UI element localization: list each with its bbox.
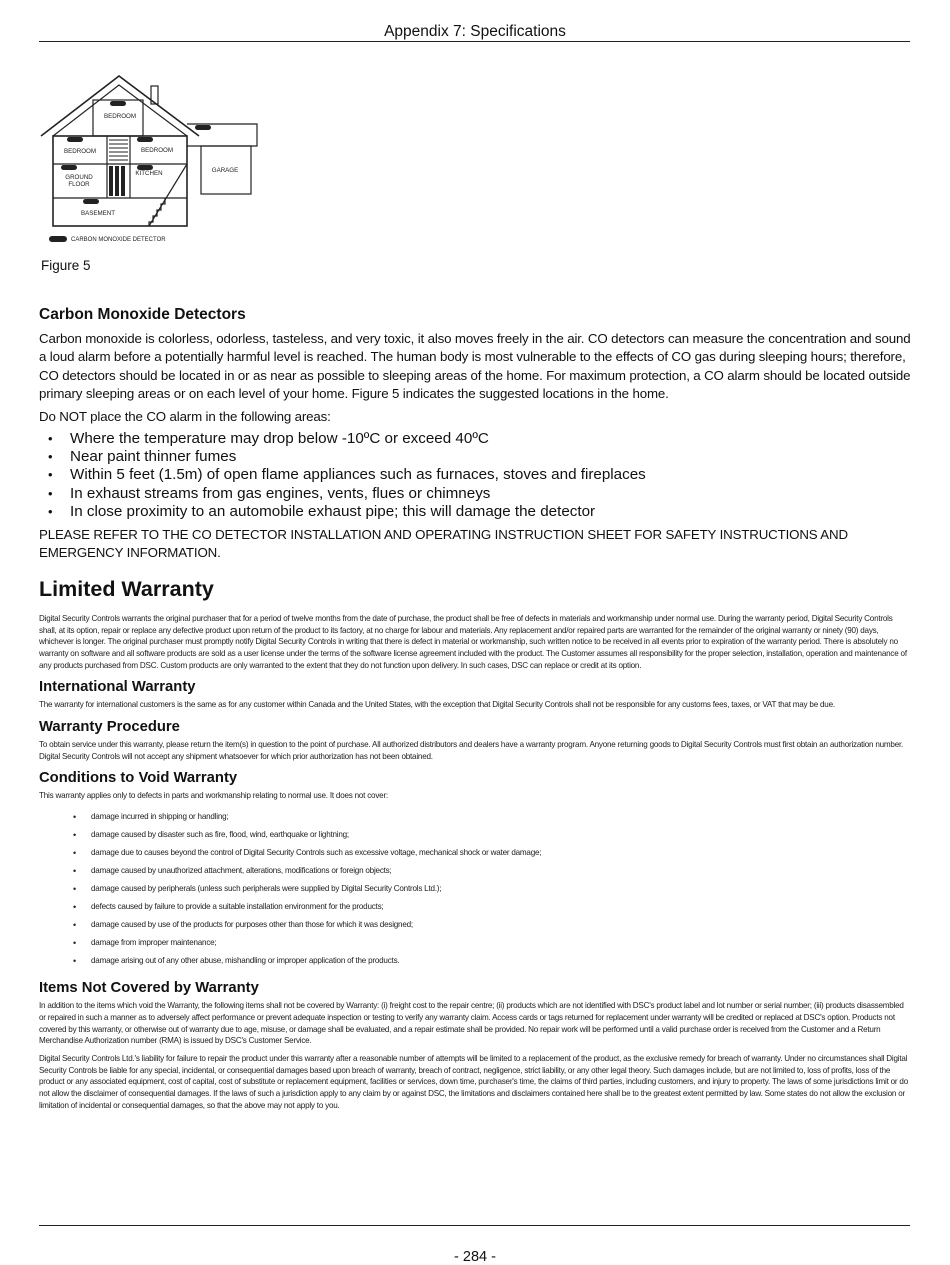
not-covered-text-1: In addition to the items which void the Warranty, the following items shall not be covered by Warranty: (i) freight cost to the repair centre; (ii) products which are not identified with DSC's product label and lot number or serial number; (iii) products disassembled or repaired in such a manner as to adversely affect performance or prevent adequate inspection or testing to verify any warranty claim. Access cards or tags returned for replacement under warranty will be credited or replaced at DSC's option. Products not covered by this warranty, or otherwise out of warranty due to age, misuse, or damage shall be evaluated, and a repair estimate shall be provided. No repair work will be performed until a valid purchase order is received from the Customer and a Return Merchandise Authorization number (RMA) is issued by DSC's Customer Service. — [39, 1001, 904, 1046]
co-detectors-paragraph: Carbon monoxide is colorless, odorless, tasteless, and very toxic, it also moves freely in the air. CO detectors can measure the concentration and sound a loud alarm before a potentially harmful level is reached. The human body is most vulnerable to the effects of CO gas during sleeping hours; therefore, CO detectors should be located in or as near as possible to sleeping areas of the home. For maximum protection, a CO alarm should be located outside primary sleeping areas or on each level of your home. Figure 5 indicates the suggested locations in the home. — [39, 331, 911, 402]
label-bedroom-top: BEDROOM — [104, 113, 136, 120]
international-warranty-text: The warranty for international customers is the same as for any customer within Canada and the United States, with the exception that Digital Security Controls shall not be responsible for any customs fees, taxes, or VAT that may be due. — [39, 700, 835, 710]
list-item: • Within 5 feet (1.5m) of open flame appliances such as furnaces, stoves and fireplaces — [70, 466, 911, 484]
warranty-procedure-text: To obtain service under this warranty, please return the item(s) in question to the point of purchase. All authorized distributors and dealers have a warranty program. Anyone returning goods to Digital Security Controls must first obtain an authorization number. Digital Security Controls will not accept any shipment whatsoever for which prior authorization has not been obtained. — [39, 740, 904, 761]
label-garage: GARAGE — [211, 167, 239, 174]
label-ground-floor-2: FLOOR — [68, 181, 90, 188]
warranty-procedure-heading: Warranty Procedure — [39, 719, 180, 736]
co-placement-intro: Do NOT place the CO alarm in the following areas: — [39, 408, 331, 424]
stairs-middle — [109, 166, 125, 196]
list-item: • damage due to causes beyond the control of Digital Security Controls such as excessive voltage, mechanical shock or water damage; — [91, 844, 911, 862]
limited-warranty-paragraph: Digital Security Controls warrants the original purchaser that for a period of twelve months from the date of purchase, the product shall be free of defects in materials and workmanship under normal use. During the warranty period, Digital Security Controls shall, at its option, repair or replace any defective product upon return of the product to its factory, at no charge for labour and materials. Any replacement and/or repaired parts are warranted for the remainder of the original warranty or ninety (90) days, whichever is longer. The original purchaser must promptly notify Digital Security Controls in writing that there is defect in material or workmanship, such written notice to be received in all events prior to expiration of the warranty period. There is absolutely no warranty on software and all software products are sold as a user license under the terms of the software license agreement included with the product. The Customer assumes all responsibility for the proper selection, installation, operation and maintenance of any products purchased from DSC. Custom products are only warranted to the extent that they do not function upon delivery. In such cases, DSC can replace or credit at its option. — [39, 613, 907, 670]
label-kitchen: KITCHEN — [135, 170, 163, 177]
list-item: • damage caused by disaster such as fire, flood, wind, earthquake or lightning; — [91, 826, 911, 844]
label-ground-floor-1: GROUND — [65, 174, 93, 181]
list-item: • damage from improper maintenance; — [91, 934, 911, 952]
list-item: • In exhaust streams from gas engines, vents, flues or chimneys — [70, 485, 911, 503]
figure-caption: Figure 5 — [41, 258, 91, 273]
void-warranty-list — [39, 808, 911, 970]
list-item: • damage caused by peripherals (unless such peripherals were supplied by Digital Security Controls Ltd.); — [91, 880, 911, 898]
house-co-detector-diagram — [39, 72, 261, 246]
label-bedroom-left: BEDROOM — [64, 148, 96, 155]
page-number: - 284 - — [454, 1249, 496, 1265]
stairs-upper — [109, 140, 128, 160]
not-covered-text-2: Digital Security Controls Ltd.'s liability for failure to repair the product under this warranty after a reasonable number of attempts will be limited to a replacement of the product, as the exclusive remedy for breach of warranty. Under no circumstances shall Digital Security Controls be liable for any special, incidental, or consequential damages based upon breach of warranty, breach of contract, negligence, strict liability, or any other legal theory. Such damages include, but are not limited to, loss of profits, loss of the product or any associated equipment, cost of capital, cost of substitute or replacement equipment, facilities or services, down time, purchaser's time, the claims of third parties, including customers, and injury to property. The laws of some jurisdictions limit or do not allow the disclaimer of consequential damages. If the laws of such a jurisdiction apply to any claim by or against DSC, the limitations and disclaimers contained here shall be to the greatest extent permitted by law. Some states do not allow the exclusion or limitation of incidental or consequential damages, so that the above may not apply to you. — [39, 1054, 908, 1110]
list-item: • damage caused by use of the products for purposes other than those for which it was designed; — [91, 916, 911, 934]
list-item: • damage incurred in shipping or handling; — [91, 808, 911, 826]
co-placement-list — [39, 430, 911, 521]
co-detectors-heading: Carbon Monoxide Detectors — [39, 306, 246, 323]
international-warranty-heading: International Warranty — [39, 679, 196, 696]
list-item: • damage caused by unauthorized attachment, alterations, modifications or foreign objects; — [91, 862, 911, 880]
list-item: • Where the temperature may drop below -10ºC or exceed 40ºC — [70, 430, 911, 448]
list-item: • defects caused by failure to provide a suitable installation environment for the products; — [91, 898, 911, 916]
void-warranty-heading: Conditions to Void Warranty — [39, 770, 238, 787]
footer-rule — [39, 1225, 910, 1226]
list-item: • In close proximity to an automobile exhaust pipe; this will damage the detector — [70, 503, 911, 521]
page-content — [39, 306, 911, 1112]
label-basement: BASEMENT — [80, 210, 116, 217]
page-header-title: Appendix 7: Specifications — [384, 23, 566, 40]
list-item: • damage arising out of any other abuse, mishandling or improper application of the products. — [91, 952, 911, 970]
limited-warranty-title: Limited Warranty — [39, 576, 214, 601]
co-safety-notice: PLEASE REFER TO THE CO DETECTOR INSTALLATION AND OPERATING INSTRUCTION SHEET FOR SAFETY INSTRUCTIONS AND EMERGENCY INFORMATION. — [39, 527, 848, 561]
not-covered-heading: Items Not Covered by Warranty — [39, 980, 259, 997]
label-bedroom-right: BEDROOM — [141, 147, 173, 154]
void-warranty-intro: This warranty applies only to defects in parts and workmanship relating to normal use. It does not cover: — [39, 791, 388, 801]
legend-co-detector: CARBON MONOXIDE DETECTOR — [71, 237, 166, 243]
header-rule — [39, 41, 910, 42]
list-item: • Near paint thinner fumes — [70, 448, 911, 466]
